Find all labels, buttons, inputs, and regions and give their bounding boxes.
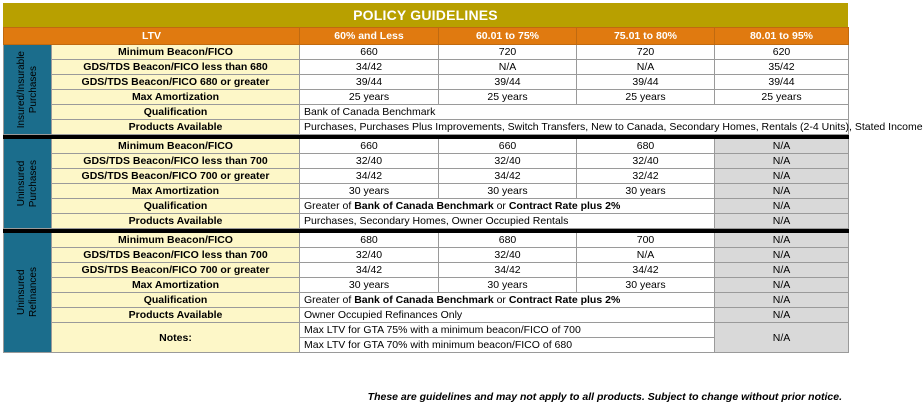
value-cell: 30 years bbox=[300, 278, 439, 293]
value-cell: 30 years bbox=[439, 184, 577, 199]
value-cell: N/A bbox=[439, 60, 577, 75]
value-cell: 30 years bbox=[300, 184, 439, 199]
row-label: Minimum Beacon/FICO bbox=[52, 139, 300, 154]
column-header: 60.01 to 75% bbox=[439, 28, 577, 45]
value-cell: 39/44 bbox=[715, 75, 849, 90]
policy-guidelines-sheet bbox=[3, 3, 923, 403]
section-label-wrap bbox=[8, 233, 47, 352]
qualification-value bbox=[300, 199, 715, 214]
page-title: POLICY GUIDELINES bbox=[3, 3, 848, 27]
value-cell: N/A bbox=[715, 278, 849, 293]
section-label-uninsured-purchases bbox=[4, 139, 52, 229]
table-row bbox=[4, 323, 849, 338]
value-cell: 32/40 bbox=[439, 154, 577, 169]
policy-table-body bbox=[4, 28, 923, 353]
value-cell: 32/40 bbox=[300, 154, 439, 169]
section-label-text: Insured/Insurable Purchases bbox=[15, 50, 39, 129]
table-row bbox=[4, 214, 849, 229]
value-cell: 680 bbox=[439, 233, 577, 248]
table-row bbox=[4, 90, 849, 105]
row-label: Products Available bbox=[52, 214, 300, 229]
value-cell: N/A bbox=[715, 323, 849, 353]
value-cell: N/A bbox=[715, 293, 849, 308]
row-label: Minimum Beacon/FICO bbox=[52, 233, 300, 248]
value-cell: N/A bbox=[715, 154, 849, 169]
table-row bbox=[4, 139, 849, 154]
table-row bbox=[4, 199, 849, 214]
table-row bbox=[4, 293, 849, 308]
row-label: GDS/TDS Beacon/FICO 680 or greater bbox=[52, 75, 300, 90]
value-cell: N/A bbox=[577, 60, 715, 75]
value-cell: N/A bbox=[577, 248, 715, 263]
value-cell: 32/40 bbox=[439, 248, 577, 263]
table-row bbox=[4, 154, 849, 169]
qualification-prefix: Greater of bbox=[304, 294, 355, 306]
row-label: Qualification bbox=[52, 293, 300, 308]
row-label: Products Available bbox=[52, 308, 300, 323]
value-cell: 680 bbox=[300, 233, 439, 248]
section-label-uninsured-refinances bbox=[4, 233, 52, 353]
row-label: Products Available bbox=[52, 120, 300, 135]
section-label-wrap bbox=[8, 45, 47, 134]
section-label-text: Uninsured Purchases bbox=[15, 159, 39, 208]
column-header: 75.01 to 80% bbox=[577, 28, 715, 45]
policy-table bbox=[3, 27, 923, 353]
row-label: Qualification bbox=[52, 105, 300, 120]
value-cell: 25 years bbox=[300, 90, 439, 105]
qualification-value: Bank of Canada Benchmark bbox=[300, 105, 849, 120]
value-cell: N/A bbox=[715, 248, 849, 263]
value-cell: 700 bbox=[577, 233, 715, 248]
table-row bbox=[4, 120, 849, 135]
products-value: Purchases, Secondary Homes, Owner Occupied Rentals bbox=[300, 214, 715, 229]
row-label: Qualification bbox=[52, 199, 300, 214]
value-cell: 34/42 bbox=[439, 263, 577, 278]
header-row bbox=[4, 28, 849, 45]
table-row bbox=[4, 184, 849, 199]
column-header: 60% and Less bbox=[300, 28, 439, 45]
table-row bbox=[4, 75, 849, 90]
value-cell: 660 bbox=[300, 139, 439, 154]
row-label: GDS/TDS Beacon/FICO 700 or greater bbox=[52, 263, 300, 278]
value-cell: 25 years bbox=[577, 90, 715, 105]
value-cell: 720 bbox=[439, 45, 577, 60]
value-cell: 660 bbox=[300, 45, 439, 60]
section-label-insured bbox=[4, 45, 52, 135]
value-cell: 30 years bbox=[577, 184, 715, 199]
value-cell: N/A bbox=[715, 184, 849, 199]
table-row bbox=[4, 60, 849, 75]
footnote: These are guidelines and may not apply to all products. Subject to change without prior notice. bbox=[367, 391, 842, 403]
section-label-text: Uninsured Refinances bbox=[15, 267, 39, 318]
value-cell: 35/42 bbox=[715, 60, 849, 75]
table-row bbox=[4, 45, 849, 60]
value-cell: N/A bbox=[715, 308, 849, 323]
note-text: Max LTV for GTA 75% with a minimum beacon/FICO of 700 bbox=[300, 323, 715, 338]
value-cell: 32/40 bbox=[577, 154, 715, 169]
value-cell: N/A bbox=[715, 233, 849, 248]
value-cell: N/A bbox=[715, 199, 849, 214]
qualification-prefix: Greater of bbox=[304, 200, 355, 212]
table-row bbox=[4, 248, 849, 263]
value-cell: 25 years bbox=[439, 90, 577, 105]
table-row bbox=[4, 263, 849, 278]
row-label: Minimum Beacon/FICO bbox=[52, 45, 300, 60]
table-row bbox=[4, 105, 849, 120]
section-label-wrap bbox=[8, 139, 47, 228]
column-header: 80.01 to 95% bbox=[715, 28, 849, 45]
value-cell: 660 bbox=[439, 139, 577, 154]
qualification-value bbox=[300, 293, 715, 308]
row-label: GDS/TDS Beacon/FICO 700 or greater bbox=[52, 169, 300, 184]
value-cell: 34/42 bbox=[439, 169, 577, 184]
ltv-header: LTV bbox=[4, 28, 300, 45]
value-cell: 39/44 bbox=[439, 75, 577, 90]
qualification-contract-rate: Contract Rate plus 2% bbox=[508, 200, 621, 212]
row-label: GDS/TDS Beacon/FICO less than 680 bbox=[52, 60, 300, 75]
value-cell: 39/44 bbox=[577, 75, 715, 90]
value-cell: 34/42 bbox=[300, 60, 439, 75]
value-cell: N/A bbox=[715, 263, 849, 278]
qualification-or: or bbox=[493, 200, 509, 212]
value-cell: N/A bbox=[715, 169, 849, 184]
value-cell: 34/42 bbox=[577, 263, 715, 278]
row-label: Max Amortization bbox=[52, 90, 300, 105]
row-label: GDS/TDS Beacon/FICO less than 700 bbox=[52, 154, 300, 169]
table-row bbox=[4, 169, 849, 184]
value-cell: 34/42 bbox=[300, 169, 439, 184]
table-row bbox=[4, 278, 849, 293]
value-cell: N/A bbox=[715, 214, 849, 229]
table-row bbox=[4, 233, 849, 248]
value-cell: 25 years bbox=[715, 90, 849, 105]
products-value: Owner Occupied Refinances Only bbox=[300, 308, 715, 323]
value-cell: 32/42 bbox=[577, 169, 715, 184]
value-cell: 30 years bbox=[577, 278, 715, 293]
qualification-benchmark: Bank of Canada Benchmark bbox=[354, 200, 494, 212]
value-cell: 680 bbox=[577, 139, 715, 154]
value-cell: 620 bbox=[715, 45, 849, 60]
row-label: Max Amortization bbox=[52, 278, 300, 293]
row-label: Notes: bbox=[52, 323, 300, 353]
value-cell: N/A bbox=[715, 139, 849, 154]
value-cell: 39/44 bbox=[300, 75, 439, 90]
value-cell: 30 years bbox=[439, 278, 577, 293]
note-text: Max LTV for GTA 70% with minimum beacon/FICO of 680 bbox=[300, 338, 715, 353]
value-cell: 720 bbox=[577, 45, 715, 60]
products-value: Purchases, Purchases Plus Improvements, Switch Transfers, New to Canada, Secondary Homes, Rentals (2-4 Units), Stated Income bbox=[300, 120, 849, 135]
row-label: GDS/TDS Beacon/FICO less than 700 bbox=[52, 248, 300, 263]
table-row bbox=[4, 308, 849, 323]
row-label: Max Amortization bbox=[52, 184, 300, 199]
value-cell: 34/42 bbox=[300, 263, 439, 278]
qualification-benchmark: Bank of Canada Benchmark bbox=[354, 294, 494, 306]
value-cell: 32/40 bbox=[300, 248, 439, 263]
qualification-contract-rate: Contract Rate plus 2% bbox=[508, 294, 621, 306]
qualification-or: or bbox=[493, 294, 509, 306]
